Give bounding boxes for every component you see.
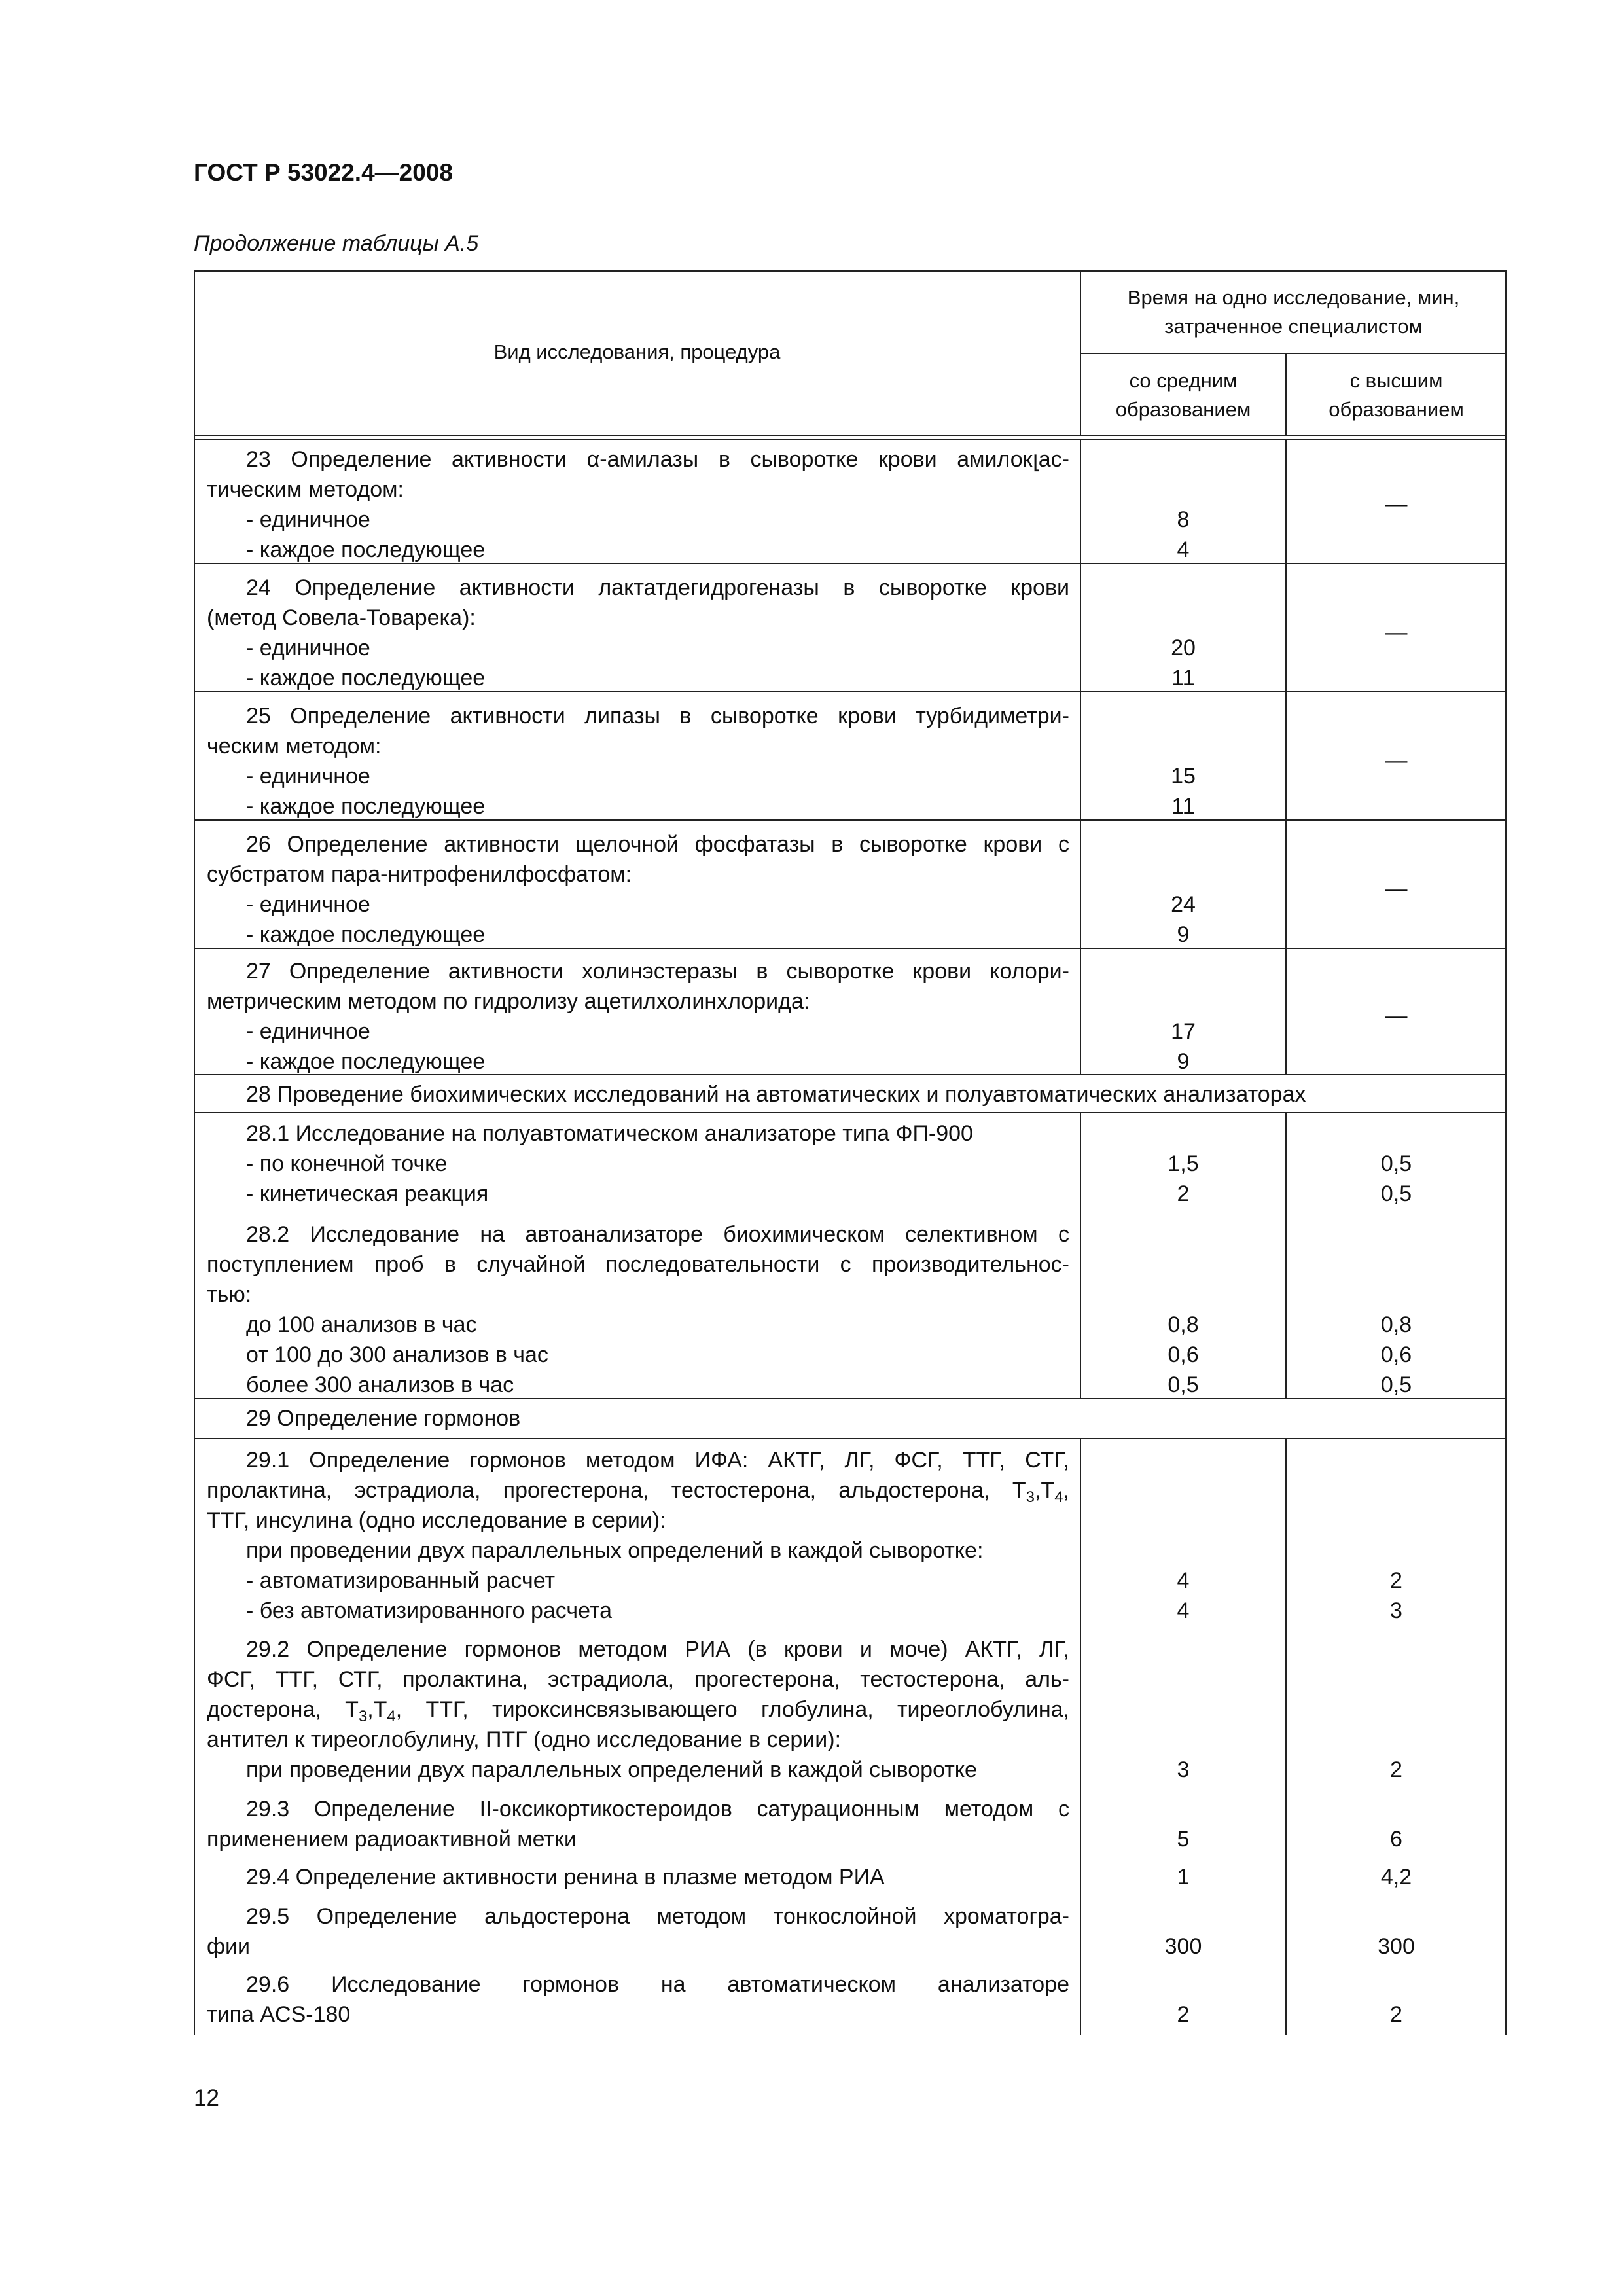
row-29-1-high-2: 3: [1390, 1598, 1402, 1623]
row-27-text-4: - каждое последующее: [246, 1049, 486, 1074]
row-26-text-1: 26 Определение активности щелочной фосфатазы в сыворотке крови с: [246, 832, 1069, 857]
row-25-text-2: ческим методом:: [207, 734, 382, 759]
row-29-3-mid: 5: [1177, 1827, 1190, 1852]
row-27-mid-2: 9: [1177, 1049, 1190, 1074]
row-29-2-text-4: антител к тиреоглобулину, ПТГ (одно исследование в серии):: [207, 1727, 842, 1752]
row-28-1-text-2: - по конечной точке: [246, 1151, 448, 1176]
row-29-1-text-4: при проведении двух параллельных определений в каждой сыворотке:: [246, 1538, 984, 1563]
row-24-text-4: - каждое последующее: [246, 666, 486, 691]
row-27-text-1: 27 Определение активности холинэстеразы в сыворотке крови колори-: [246, 959, 1069, 984]
row-29-6-text-1: 29.6 Исследование гормонов на автоматическом анализаторе: [246, 1972, 1069, 1997]
row-28-2-mid-1: 0,8: [1168, 1312, 1199, 1337]
row-25-high: —: [1385, 748, 1408, 773]
row-25-text-3: - единичное: [246, 764, 370, 789]
header-high-line1: с высшим: [1349, 369, 1443, 392]
row-28-1-text-3: - кинетическая реакция: [246, 1181, 489, 1206]
row-26-text-2: субстратом пара-нитрофенилфосфатом:: [207, 862, 632, 887]
row-29-1-text-5: - автоматизированный расчет: [246, 1568, 556, 1593]
row-24-mid-2: 11: [1171, 666, 1195, 691]
row-29-6-high: 2: [1390, 2002, 1402, 2027]
row-29-1-text-3: ТТГ, инсулина (одно исследование в серии):: [207, 1508, 666, 1533]
row-29-4-text: 29.4 Определение активности ренина в плазме методом РИА: [246, 1865, 885, 1890]
row-28-2-text-2: поступлением проб в случайной последовательности с производительнос-: [207, 1252, 1069, 1277]
row-29-2-text-5: при проведении двух параллельных определений в каждой сыворотке: [246, 1757, 977, 1782]
row-24-text-1: 24 Определение активности лактатдегидрогеназы в сыворотке крови: [246, 575, 1069, 600]
row-29-3-text-1: 29.3 Определение II-оксикортикостероидов сатурационным методом с: [246, 1797, 1069, 1821]
row-29-1-mid-2: 4: [1177, 1598, 1190, 1623]
row-25-mid-2: 11: [1171, 794, 1195, 819]
row-27-text-3: - единичное: [246, 1019, 370, 1044]
row-26-text-4: - каждое последующее: [246, 922, 486, 947]
row-29-1-mid-1: 4: [1177, 1568, 1190, 1593]
row-29-5-text-2: фии: [207, 1934, 250, 1959]
row-29-1-high-1: 2: [1390, 1568, 1402, 1593]
row-25-text-4: - каждое последующее: [246, 794, 486, 819]
row-29-4-high: 4,2: [1380, 1865, 1412, 1890]
section-28-title: 28 Проведение биохимических исследований на автоматических и полуавтоматических анализаторах: [246, 1082, 1306, 1107]
row-28-2-mid-3: 0,5: [1168, 1372, 1199, 1397]
header-high-line2: образованием: [1329, 398, 1464, 421]
row-28-1-text-1: 28.1 Исследование на полуавтоматическом анализаторе типа ФП-900: [246, 1121, 973, 1146]
row-24-high: —: [1385, 620, 1408, 645]
row-28-2-text-5: от 100 до 300 анализов в час: [246, 1342, 548, 1367]
page-number: 12: [194, 2085, 219, 2111]
row-29-1-text-2: пролактина, эстрадиола, прогестерона, тестостерона, альдостерона, $Т_3,Т_4$,: [207, 1478, 1069, 1506]
row-23-text-3: - единичное: [246, 507, 370, 532]
row-29-5-mid: 300: [1164, 1934, 1202, 1959]
row-26-mid-1: 24: [1171, 892, 1196, 917]
row-28-2-text-4: до 100 анализов в час: [246, 1312, 477, 1337]
row-28-2-text-3: тью:: [207, 1282, 252, 1307]
row-29-3-text-2: применением радиоактивной метки: [207, 1827, 577, 1852]
norms-table: [194, 270, 1507, 2035]
row-23-text-1: 23 Определение активности α-амилазы в сыворотке крови амилокլас-: [246, 447, 1069, 472]
header-time-line1: Время на одно исследование, мин,: [1127, 286, 1460, 309]
header-time-line2: затраченное специалистом: [1164, 315, 1423, 338]
document-title: ГОСТ Р 53022.4—2008: [194, 159, 453, 186]
row-25-text-1: 25 Определение активности липазы в сыворотке крови турбидиметри-: [246, 704, 1069, 728]
row-28-2-high-1: 0,8: [1380, 1312, 1412, 1337]
header-mid-line1: со средним: [1129, 369, 1238, 392]
row-26-mid-2: 9: [1177, 922, 1190, 947]
row-24-text-3: - единичное: [246, 636, 370, 660]
row-29-2-text-2: ФСГ, ТТГ, СТГ, пролактина, эстрадиола, прогестерона, тестостерона, аль-: [207, 1667, 1069, 1692]
row-23-mid-2: 4: [1177, 537, 1190, 562]
row-29-6-text-2: типа ACS-180: [207, 2002, 351, 2027]
row-28-1-high-2: 0,5: [1380, 1181, 1412, 1206]
row-28-2-high-2: 0,6: [1380, 1342, 1412, 1367]
row-29-2-text-1: 29.2 Определение гормонов методом РИА (в крови и моче) АКТГ, ЛГ,: [246, 1637, 1069, 1662]
row-28-2-text-6: более 300 анализов в час: [246, 1372, 514, 1397]
row-24-mid-1: 20: [1171, 636, 1196, 660]
row-29-4-mid: 1: [1177, 1865, 1190, 1890]
table-caption: Продолжение таблицы А.5: [194, 231, 479, 256]
row-27-text-2: метрическим методом по гидролизу ацетилхолинхлорида:: [207, 989, 810, 1014]
row-29-2-high: 2: [1390, 1757, 1402, 1782]
row-29-5-text-1: 29.5 Определение альдостерона методом тонкослойной хроматогра-: [246, 1904, 1069, 1929]
row-26-text-3: - единичное: [246, 892, 370, 917]
header-mid-line2: образованием: [1115, 398, 1251, 421]
row-29-1-text-1: 29.1 Определение гормонов методом ИФА: АКТГ, ЛГ, ФСГ, ТТГ, СТГ,: [246, 1448, 1069, 1473]
row-29-2-text-3: достерона, $Т_3,Т_4$, ТТГ, тироксинсвязывающего глобулина, тиреоглобулина,: [207, 1697, 1069, 1725]
section-29-title: 29 Определение гормонов: [246, 1406, 521, 1431]
row-28-1-mid-1: 1,5: [1168, 1151, 1199, 1176]
row-28-2-high-3: 0,5: [1380, 1372, 1412, 1397]
row-28-2-mid-2: 0,6: [1168, 1342, 1199, 1367]
row-29-2-mid: 3: [1177, 1757, 1190, 1782]
row-23-mid-1: 8: [1177, 507, 1190, 532]
row-23-text-4: - каждое последующее: [246, 537, 486, 562]
row-24-text-2: (метод Совела-Товарека):: [207, 605, 476, 630]
row-29-5-high: 300: [1378, 1934, 1415, 1959]
row-28-1-mid-2: 2: [1177, 1181, 1190, 1206]
row-27-high: —: [1385, 1003, 1408, 1028]
row-28-1-high-1: 0,5: [1380, 1151, 1412, 1176]
row-28-2-text-1: 28.2 Исследование на автоанализаторе биохимическом селективном с: [246, 1222, 1069, 1247]
row-29-3-high: 6: [1390, 1827, 1402, 1852]
header-procedure: Вид исследования, процедура: [493, 340, 781, 363]
row-23-text-2: тическим методом:: [207, 477, 404, 502]
row-29-6-mid: 2: [1177, 2002, 1190, 2027]
row-29-1-text-6: - без автоматизированного расчета: [246, 1598, 612, 1623]
row-27-mid-1: 17: [1171, 1019, 1196, 1044]
row-25-mid-1: 15: [1171, 764, 1196, 789]
row-23-high: —: [1385, 492, 1408, 516]
row-26-high: —: [1385, 876, 1408, 901]
